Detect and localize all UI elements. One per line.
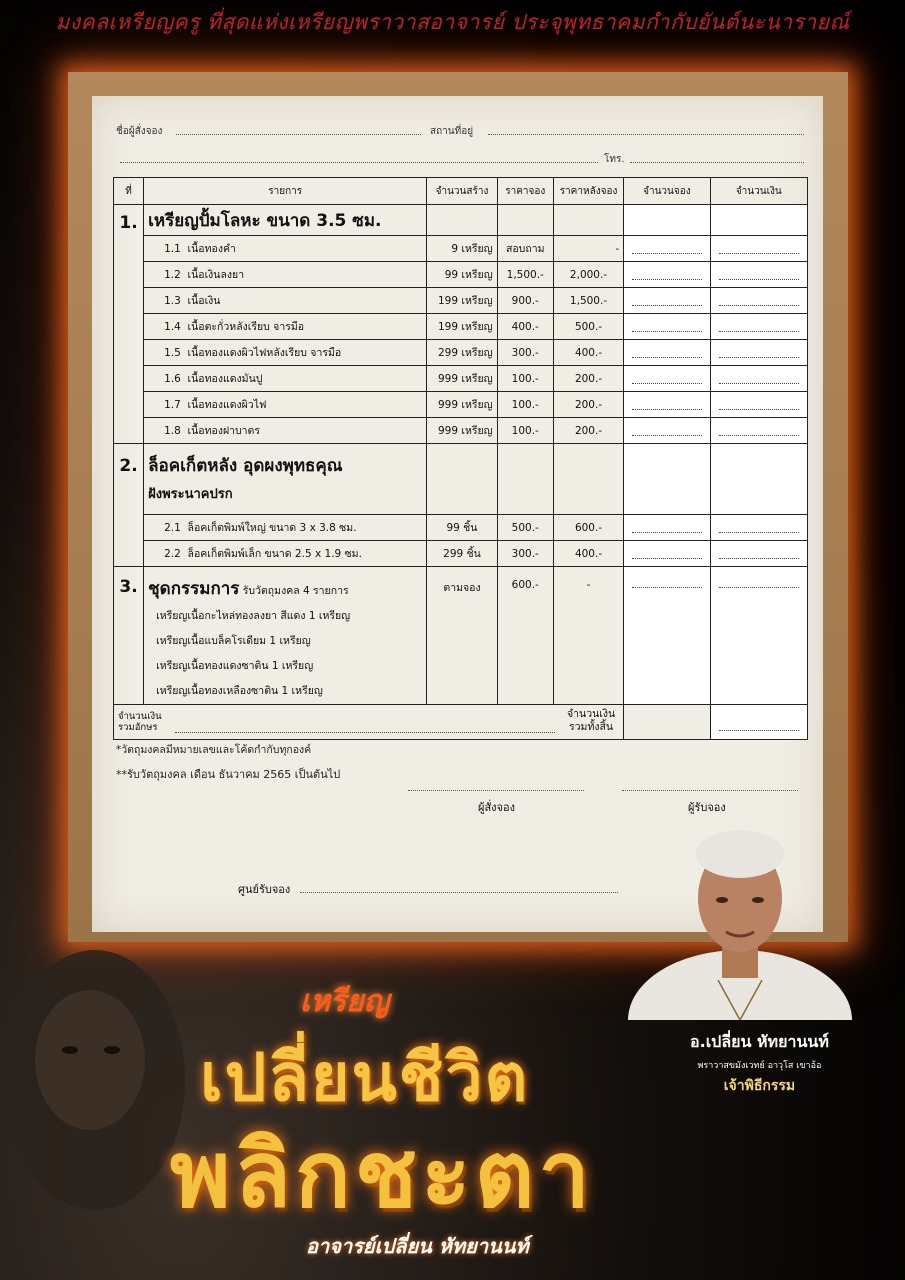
item-after-price: 400.- [553, 340, 623, 366]
grand-total-label-2: รวมทั้งสิ้น [569, 721, 614, 733]
orderer-name-label: ชื่อผู้สั่งจอง [116, 126, 163, 137]
item-price: 1,500.- [497, 262, 553, 288]
item-quantity: 299 ชิ้น [427, 541, 497, 567]
portrait-caption [690, 1030, 829, 1097]
item-price: 100.- [497, 418, 553, 444]
section-title: ชุดกรรมการ [148, 579, 240, 599]
grand-total-label-1: จำนวนเงิน [566, 708, 616, 720]
item-quantity: 999 เหรียญ [427, 418, 497, 444]
list-item: เหรียญเนื้อกะไหล่ทองลงยา สีแดง 1 เหรียญ [156, 610, 351, 622]
item-after-price: 200.- [553, 392, 623, 418]
order-quantity-input[interactable] [624, 515, 710, 541]
header-quantity-made: จำนวนสร้าง [427, 178, 497, 205]
amount-input[interactable] [710, 236, 807, 262]
table-row [114, 340, 808, 366]
table-row [114, 392, 808, 418]
item-after-price: 500.- [553, 314, 623, 340]
item-price: 300.- [497, 340, 553, 366]
poster-title-change-life: เปลี่ยนชีวิต [200, 1038, 530, 1116]
item-quantity: 999 เหรียญ [427, 392, 497, 418]
order-table [113, 177, 808, 740]
item-price: 100.- [497, 366, 553, 392]
amount-input[interactable] [710, 314, 807, 340]
item-name: 1.5 เนื้อทองแดงผิวไฟหลังเรียบ จารมือ [144, 340, 427, 366]
center-field[interactable] [300, 892, 618, 893]
item-name: 1.6 เนื้อทองแดงมันปู [144, 366, 427, 392]
header-after-price: ราคาหลังจอง [553, 178, 623, 205]
item-after-price: - [553, 236, 623, 262]
orderer-signature-line[interactable] [408, 790, 584, 791]
item-price: 100.- [497, 392, 553, 418]
section-row [114, 567, 808, 705]
order-quantity-input[interactable] [624, 392, 710, 418]
amount-input[interactable] [710, 567, 807, 705]
amount-input[interactable] [710, 340, 807, 366]
table-row [114, 314, 808, 340]
order-quantity-input[interactable] [624, 288, 710, 314]
item-price: 400.- [497, 314, 553, 340]
item-after-price: 600.- [553, 515, 623, 541]
note-delivery: **รับวัตถุมงคล เดือน ธันวาคม 2565 เป็นต้นไป [116, 768, 341, 781]
total-row [114, 705, 808, 740]
order-quantity-input[interactable] [624, 340, 710, 366]
address-label: สถานที่อยู่ [430, 126, 474, 137]
item-price: สอบถาม [497, 236, 553, 262]
item-price: 300.- [497, 541, 553, 567]
order-quantity-input[interactable] [624, 418, 710, 444]
item-quantity: 99 ชิ้น [427, 515, 497, 541]
table-row [114, 236, 808, 262]
section-number: 2. [114, 444, 144, 567]
poster-title-turn-fate: พลิกชะตา [170, 1120, 594, 1228]
header-preorder-price: ราคาจอง [497, 178, 553, 205]
note-serial: *วัตถุมงคลมีหมายเลขและโค้ดกำกับทุกองค์ [116, 744, 312, 756]
order-quantity-input[interactable] [624, 567, 710, 705]
amount-input[interactable] [710, 418, 807, 444]
amount-input[interactable] [710, 515, 807, 541]
item-name: 1.2 เนื้อเงินลงยา [144, 262, 427, 288]
total-words-label-2: รวมอักษร [118, 722, 158, 733]
amount-input[interactable] [710, 366, 807, 392]
amount-input[interactable] [710, 541, 807, 567]
item-after-price: - [553, 567, 623, 705]
table-row [114, 541, 808, 567]
item-name: 1.8 เนื้อทองฝาบาตร [144, 418, 427, 444]
section-row [114, 444, 808, 515]
center-label: ศูนย์รับจอง [238, 883, 291, 896]
set-contents [148, 604, 422, 704]
item-name: 2.2 ล็อคเก็ตพิมพ์เล็ก ขนาด 2.5 x 1.9 ซม. [144, 541, 427, 567]
item-price: 600.- [497, 567, 553, 705]
item-name: 1.1 เนื้อทองคำ [144, 236, 427, 262]
item-price: 500.- [497, 515, 553, 541]
grand-total-field[interactable] [710, 705, 807, 740]
amount-cell [710, 444, 807, 515]
item-quantity: 9 เหรียญ [427, 236, 497, 262]
table-row [114, 262, 808, 288]
amount-input[interactable] [710, 288, 807, 314]
order-quantity-input[interactable] [624, 262, 710, 288]
phone-field[interactable] [630, 162, 804, 163]
section-title-cell [144, 444, 427, 515]
list-item: เหรียญเนื้อทองแดงซาติน 1 เหรียญ [156, 660, 314, 672]
header-no: ที่ [114, 178, 144, 205]
total-in-words-cell [114, 705, 624, 740]
list-item: เหรียญเนื้อทองเหลืองซาติน 1 เหรียญ [156, 685, 323, 697]
section-subtitle: ฝังพระนาคปรก [148, 487, 233, 502]
header-amount: จำนวนเงิน [710, 178, 807, 205]
item-after-price: 200.- [553, 366, 623, 392]
orderer-signature-label: ผู้สั่งจอง [478, 801, 515, 814]
address-field[interactable] [488, 134, 804, 135]
poster-title-coin: เหรียญ [300, 984, 390, 1019]
master-name: อ.เปลี่ยน หัทยานนท์ [690, 1032, 829, 1051]
item-after-price: 200.- [553, 418, 623, 444]
list-item: เหรียญเนื้อแบล็คโรเดียม 1 เหรียญ [156, 635, 311, 647]
item-price: 900.- [497, 288, 553, 314]
table-row [114, 515, 808, 541]
item-after-price: 400.- [553, 541, 623, 567]
item-quantity: 999 เหรียญ [427, 366, 497, 392]
section-title-cell [144, 567, 427, 705]
master-detail: พราวาสขมังเวทย์ อาวุโส เขาอ้อ [697, 1061, 822, 1071]
item-after-price: 1,500.- [553, 288, 623, 314]
item-name: 1.7 เนื้อทองแดงผิวไฟ [144, 392, 427, 418]
order-quantity-input[interactable] [624, 541, 710, 567]
header-order-quantity: จำนวนจอง [624, 178, 710, 205]
section-number: 3. [114, 567, 144, 705]
section-title: เหรียญปั้มโลหะ ขนาด 3.5 ซม. [144, 205, 427, 236]
receiver-signature-line[interactable] [622, 790, 798, 791]
item-quantity: 299 เหรียญ [427, 340, 497, 366]
amount-cell [710, 205, 807, 236]
order-quantity-input[interactable] [624, 236, 710, 262]
table-row [114, 418, 808, 444]
amount-input[interactable] [710, 392, 807, 418]
poster-title-master-name: อาจารย์เปลี่ยน หัทยานนท์ [306, 1234, 529, 1258]
item-name: 1.3 เนื้อเงิน [144, 288, 427, 314]
phone-label: โทร. [604, 154, 625, 165]
section-title-note: รับวัตถุมงคล 4 รายการ [242, 585, 349, 597]
portrait-image [622, 820, 858, 1020]
orderer-name-field[interactable] [176, 134, 421, 135]
table-header-row [114, 178, 808, 205]
item-after-price: 2,000.- [553, 262, 623, 288]
amount-input[interactable] [710, 262, 807, 288]
total-in-words-field[interactable] [175, 732, 555, 733]
item-quantity: 99 เหรียญ [427, 262, 497, 288]
headline: มงคลเหรียญครู ที่สุดแห่งเหรียญพราวาสอาจารย์ ประจุพุทธาคมกำกับยันต์นะนารายณ์ [55, 10, 850, 34]
total-words-label-1: จำนวนเงิน [118, 711, 162, 722]
item-name: 1.4 เนื้อตะกั่วหลังเรียบ จารมือ [144, 314, 427, 340]
item-name: 2.1 ล็อคเก็ตพิมพ์ใหญ่ ขนาด 3 x 3.8 ซม. [144, 515, 427, 541]
item-quantity: 199 เหรียญ [427, 288, 497, 314]
section-number: 1. [114, 205, 144, 444]
master-role: เจ้าพิธีกรรม [723, 1078, 796, 1094]
section-title: ล็อคเก็ตหลัง อุดผงพุทธคุณ [148, 456, 343, 476]
header-item: รายการ [144, 178, 427, 205]
receiver-signature-label: ผู้รับจอง [688, 801, 726, 814]
order-quantity-input[interactable] [624, 366, 710, 392]
item-quantity: ตามจอง [427, 567, 497, 705]
section-row [114, 205, 808, 236]
order-quantity-cell [624, 205, 710, 236]
item-quantity: 199 เหรียญ [427, 314, 497, 340]
order-quantity-cell [624, 444, 710, 515]
address-field-line2[interactable] [120, 162, 598, 163]
table-row [114, 366, 808, 392]
order-quantity-input[interactable] [624, 314, 710, 340]
table-row [114, 288, 808, 314]
